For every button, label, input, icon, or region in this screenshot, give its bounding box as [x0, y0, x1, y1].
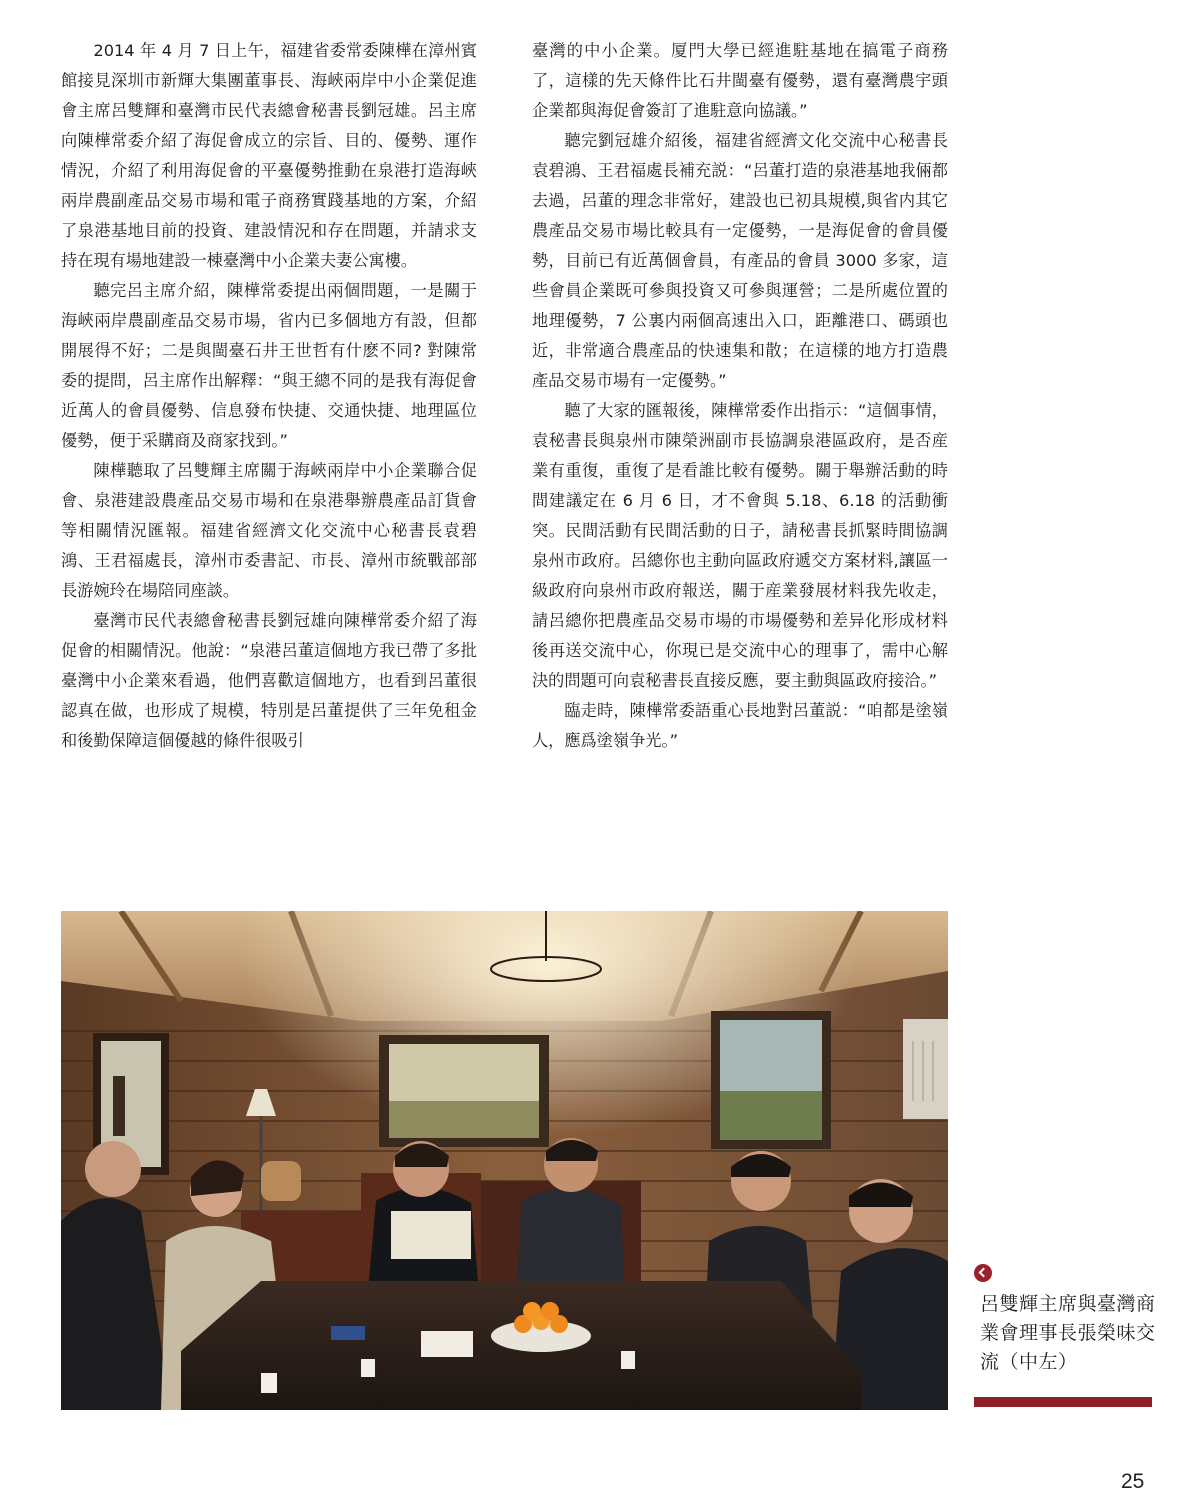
caption-text: 呂雙輝主席與臺灣商業會理事長張榮味交流（中左） [980, 1293, 1156, 1373]
paragraph: 聽了大家的匯報後，陳樺常委作出指示：“這個事情，袁秘書長與泉州市陳榮洲副市長協調泉港區政府，是否産業有重復，重復了是看誰比較有優勢。關于舉辦活動的時間建議定在 6 月 6 日，才不會與 5.18、6.18 的活動衝突。民間活動有民間活動的日子，請秘書長抓緊時間協調泉州市政府。呂總你也主動向區政府遞交方案材料,讓區一級政府向泉州市政府報送，關于産業發展材料我先收走，請呂總你把農產品交易市場的市場優勢和差异化形成材料後再送交流中心，你現已是交流中心的理事了，需中心解決的問題可向袁秘書長直接反應，要主動與區政府接洽。” [532, 401, 948, 690]
paragraph: 聽完劉冠雄介紹後，福建省經濟文化交流中心秘書長袁碧鴻、王君福處長補充説：“呂董打造的泉港基地我倆都去過，呂董的理念非常好，建設也已初具規模,與省内其它農產品交易市場比較具有一定優勢，一是海促會的會員優勢，目前已有近萬個會員，有產品的會員 3000 多家，這些會員企業既可參與投資又可參與運營；二是所處位置的地理優勢，7 公裏内兩個高速出入口，距離港口、碼頭也近，非常適合農產品的快速集和散；在這樣的地方打造農產品交易市場有一定優勢。” [532, 131, 948, 390]
paragraph: 臺灣的中小企業。厦門大學已經進駐基地在搞電子商務了，這樣的先天條件比石井閩臺有優勢，還有臺灣農宇頭企業都與海促會簽訂了進駐意向協議。” [532, 41, 948, 120]
page-number: 25 [1121, 1470, 1145, 1493]
article-right-column [532, 36, 948, 756]
caption-accent-bar [974, 1397, 1152, 1407]
chevron-left-icon [974, 1264, 992, 1282]
paragraph: 2014 年 4 月 7 日上午，福建省委常委陳樺在漳州賓館接見深圳市新輝大集團董事長、海峽兩岸中小企業促進會主席呂雙輝和臺灣市民代表總會秘書長劉冠雄。呂主席向陳樺常委介紹了海促會成立的宗旨、目的、優勢、運作情況，介紹了利用海促會的平臺優勢推動在泉港打造海峽兩岸農副產品交易市場和電子商務實踐基地的方案，介紹了泉港基地目前的投資、建設情況和存在問題，并請求支持在現有場地建設一棟臺灣中小企業夫妻公寓樓。 [61, 41, 477, 270]
paragraph: 陳樺聽取了呂雙輝主席關于海峽兩岸中小企業聯合促會、泉港建設農產品交易市場和在泉港舉辦農產品訂貨會等相關情況匯報。福建省經濟文化交流中心秘書長袁碧鴻、王君福處長，漳州市委書記、市長、漳州市統戰部部長游婉玲在場陪同座談。 [61, 461, 477, 600]
article-left-column [61, 36, 477, 756]
paragraph: 聽完呂主席介紹，陳樺常委提出兩個問題，一是關于海峽兩岸農副產品交易市場，省内已多個地方有設，但都開展得不好；二是與閩臺石井王世哲有什麽不同? 對陳常委的提問，呂主席作出解釋：“與王總不同的是我有海促會近萬人的會員優勢、信息發布快捷、交通快捷、地理區位優勢，便于采購商及商家找到。” [61, 281, 477, 450]
paragraph: 臺灣市民代表總會秘書長劉冠雄向陳樺常委介紹了海促會的相關情況。他說：“泉港呂董這個地方我已帶了多批臺灣中小企業來看過，他們喜歡這個地方，也看到呂董很認真在做，也形成了規模，特別是呂董提供了三年免租金和後勤保障這個優越的條件很吸引 [61, 611, 477, 750]
meeting-photo [61, 911, 948, 1410]
paragraph: 臨走時，陳樺常委語重心長地對呂董説：“咱都是塗嶺人，應爲塗嶺争光。” [532, 701, 948, 750]
photo-caption [974, 1264, 1154, 1377]
